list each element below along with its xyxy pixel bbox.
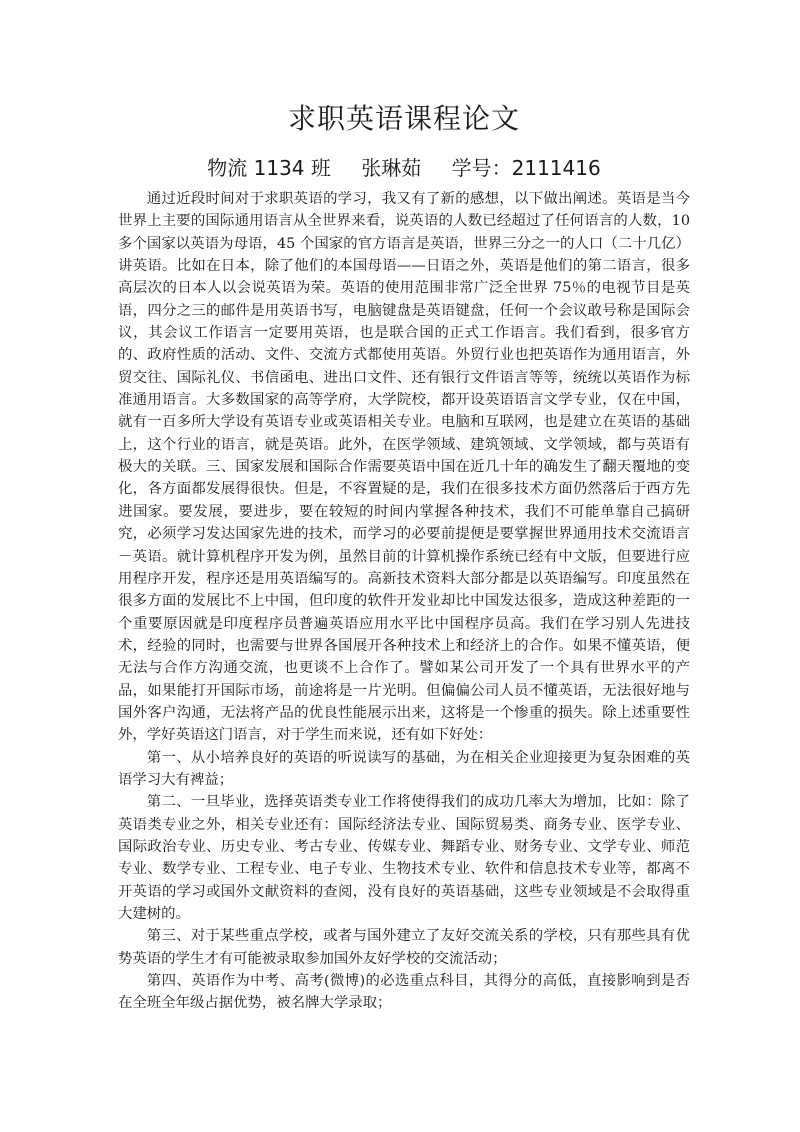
paragraph: 第二、一旦毕业，选择英语类专业工作将使得我们的成功几率大为增加，比如：除了英语类专业之外，相关专业还有：国际经济法专业、国际贸易类、商务专业、医学专业、国际政治专业、历史专业、考古专业、传媒专业、舞蹈专业、财务专业、文学专业、师范专业、数学专业、工程专业、电子专业、生物技术专业、软件和信息技术专业等，都离不开英语的学习或国外文献资料的查阅，没有良好的英语基础，这些专业领域是不会取得重大建树的。 [118, 794, 690, 922]
author-name: 张琳茹 [361, 156, 422, 180]
document-title: 求职英语课程论文 [287, 102, 520, 135]
author-class: 物流 1134 班 [207, 156, 331, 180]
document-body [118, 188, 690, 1015]
author-line [118, 153, 690, 183]
author-student-id: 学号：2111416 [451, 156, 601, 180]
paragraph: 通过近段时间对于求职英语的学习，我又有了新的感想，以下做出阐述。英语是当今世界上主要的国际通用语言从全世界来看，说英语的人数已经超过了任何语言的人数，10 多个国家以英语为母语，45 个国家的官方语言是英语，世界三分之一的人口（二十几亿）讲英语。比如在日本，除了他们的本国母语——日语之外，英语是他们的第二语言，很多高层次的日本人以会说英语为荣。英语的使用范围非常广泛全世界 75％的电视节目是英语，四分之三的邮件是用英语书写，电脑键盘是英语键盘，任何一个会议敢号称是国际会议，其会议工作语言一定要用英语，也是联合国的正式工作语言。我们看到，很多官方的、政府性质的活动、文件、交流方式都使用英语。外贸行业也把英语作为通用语言，外贸交往、国际礼仪、书信函电、进出口文件、还有银行文件语言等等，统统以英语作为标准通用语言。大多数国家的高等学府，大学院校，都开设英语语言文学专业，仅在中国，就有一百多所大学设有英语专业或英语相关专业。电脑和互联网，也是建立在英语的基础上，这个行业的语言，就是英语。此外，在医学领域、建筑领域、文学领域，都与英语有极大的关联。三、国家发展和国际合作需要英语中国在近几十年的确发生了翻天覆地的变化，各方面都发展得很快。但是，不容置疑的是，我们在很多技术方面仍然落后于西方先进国家。要发展，要进步，要在较短的时间内掌握各种技术，我们不可能单靠自己搞研究，必须学习发达国家先进的技术，而学习的必要前提便是要掌握世界通用技术交流语言－英语。就计算机程序开发为例，虽然目前的计算机操作系统已经有中文版，但要进行应用程序开发，程序还是用英语编写的。高新技术资料大部分都是以英语编写。印度虽然在很多方面的发展比不上中国，但印度的软件开发业却比中国发达很多，造成这种差距的一个重要原因就是印度程序员普遍英语应用水平比中国程序员高。我们在学习别人先进技术，经验的同时，也需要与世界各国展开各种技术上和经济上的合作。如果不懂英语，便无法与合作方沟通交流，也更谈不上合作了。譬如某公司开发了一个具有世界水平的产品，如果能打开国际市场，前途将是一片光明。但偏偏公司人员不懂英语，无法很好地与国外客户沟通，无法将产品的优良性能展示出来，这将是一个惨重的损失。除上述重要性外，学好英语这门语言，对于学生而来说，还有如下好处： [118, 191, 690, 744]
paragraph: 第四、英语作为中考、高考(微博)的必选重点科目，其得分的高低，直接影响到是否在全班全年级占据优势，被名牌大学录取； [118, 973, 690, 1012]
paragraph: 第三、对于某些重点学校，或者与国外建立了友好交流关系的学校，只有那些具有优势英语的学生才有可能被录取参加国外友好学校的交流活动； [118, 928, 690, 967]
paragraph: 第一、从小培养良好的英语的听说读写的基础，为在相关企业迎接更为复杂困难的英语学习大有裨益； [118, 749, 690, 788]
